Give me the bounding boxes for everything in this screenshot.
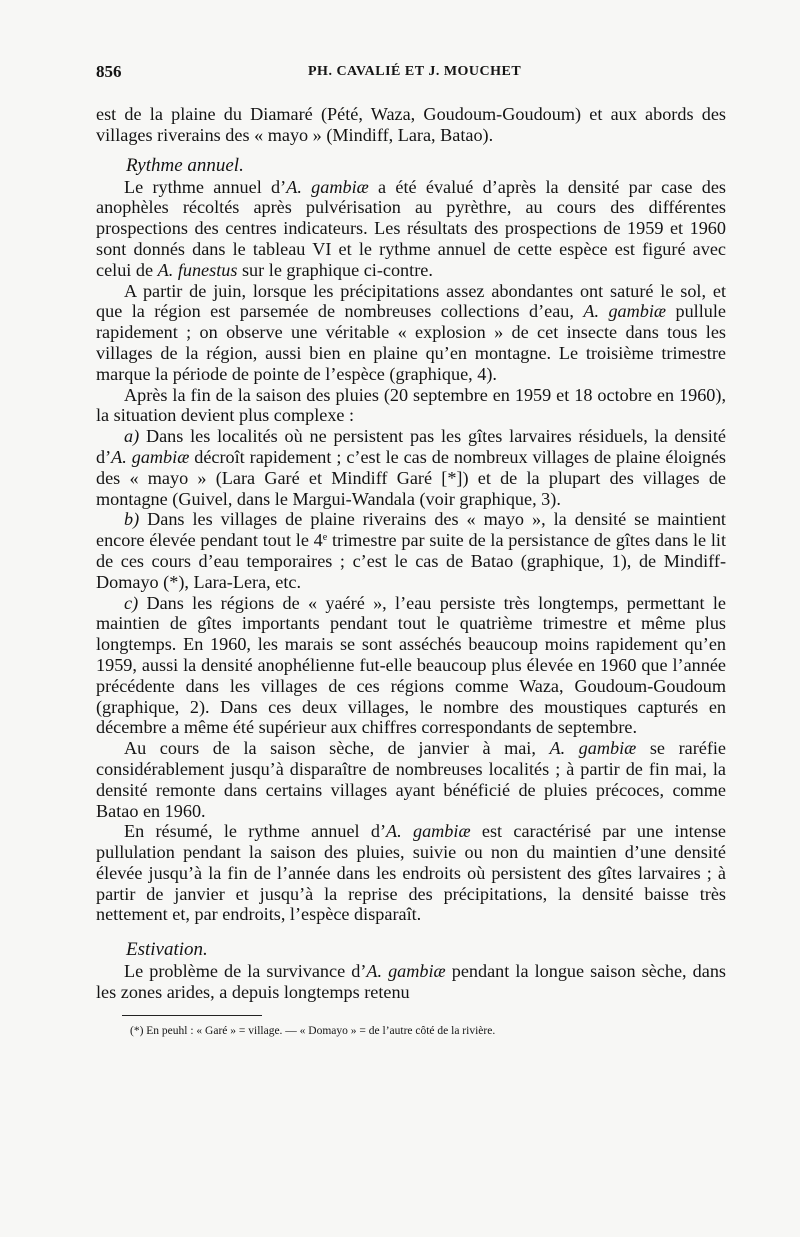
paragraph-juin: A partir de juin, lorsque les précipitations assez abondantes ont saturé le sol, et que la région est parsemée de nombreuses collections d’eau, A. gambiæ pullule rapidement ; on observe une véritable « explosion » de cet insecte dans tous les villages de la région, aussi bien en plaine qu’en montagne. Le troisième trimestre marque la période de pointe de l’espèce (graphique, 4). [96, 280, 726, 384]
section-heading-estivation: Estivation. [126, 939, 208, 961]
paragraph-saison-seche: Au cours de la saison sèche, de janvier à mai, A. gambiæ se raréfie considérablement jusqu’à disparaître de nombreuses localités ; à partir de fin mai, la densité remonte dans certains villages ayant bénéficié de pluies précoces, comme Batao en 1960. [96, 738, 727, 821]
footnote: (*) En peuhl : « Garé » = village. — « Domayo » = de l’autre côté de la rivière. [130, 1024, 496, 1037]
paragraph-case-b: b) Dans les villages de plaine riverains des « mayo », la densité se maintient encore élevée pendant tout le 4e trimestre par suite de la persistance de gîtes dans le lit de ces cours d’eau temporaires ; c’est le cas de Batao (graphique, 1), de Mindiff-Domayo (*), Lara-Lera, etc. [96, 509, 727, 592]
page-header [96, 62, 726, 90]
paragraph-estivation: Le problème de la survivance d’A. gambiæ pendant la longue saison sèche, dans les zones arides, a depuis longtemps retenu [96, 961, 726, 1003]
paragraph-resume: En résumé, le rythme annuel d’A. gambiæ est caractérisé par une intense pullulation pendant la saison des pluies, suivie ou non du maintien d’une densité élevée jusqu’à la fin de l’année dans les endroits où persistent des gîtes larvaires ; à partir de janvier et jusqu’à la reprise des précipitations, la densité baisse très nettement et, par endroits, l’espèce disparaît. [96, 821, 727, 925]
paragraph-case-a: a) Dans les localités où ne persistent pas les gîtes larvaires résiduels, la densité d’A. gambiæ décroît rapidement ; c’est le cas de nombreux villages de plaine éloignés des « mayo » (Lara Garé et Mindiff Garé [*]) et de la plupart des villages de montagne (Guivel, dans le Margui-Wandala (voir graphique, 3). [96, 426, 726, 509]
article-body [96, 104, 726, 1003]
paragraph-continued: est de la plaine du Diamaré (Pété, Waza, Goudoum-Goudoum) et aux abords des villages riverains des « mayo » (Mindiff, Lara, Batao). [96, 104, 726, 145]
running-title: PH. CAVALIÉ ET J. MOUCHET [308, 64, 522, 79]
page-number: 856 [96, 62, 122, 81]
section-heading-rythme: Rythme annuel. [126, 154, 244, 176]
paragraph-case-c: c) Dans les régions de « yaéré », l’eau persiste très longtemps, permettant le maintien de gîtes importants pendant tout le quatrième trimestre et même plus longtemps. En 1960, les marais se sont asséchés beaucoup moins rapidement qu’en 1959, aussi la densité anophélienne fut-elle beaucoup plus élevée en 1960 que l’année précédente dans les villages de ces régions comme Waza, Goudoum-Goudoum (graphique, 2). Dans ces deux villages, le nombre des moustiques capturés en décembre a même été supérieur aux chiffres correspondants de septembre. [96, 592, 726, 738]
paragraph-rythme-intro: Le rythme annuel d’A. gambiæ a été évalué d’après la densité par case des anophèles récoltés après pulvérisation au pyrèthre, au cours des différentes prospections des centres indicateurs. Les résultats des prospections de 1959 et 1960 sont donnés dans le tableau VI et le rythme annuel de cette espèce est figuré avec celui de A. funestus sur le graphique ci-contre. [96, 176, 726, 280]
footnote-rule [122, 1015, 262, 1016]
page [96, 62, 726, 1038]
paragraph-fin-saison: Après la fin de la saison des pluies (20 septembre en 1959 et 18 octobre en 1960), la situation devient plus complexe : [96, 384, 726, 426]
